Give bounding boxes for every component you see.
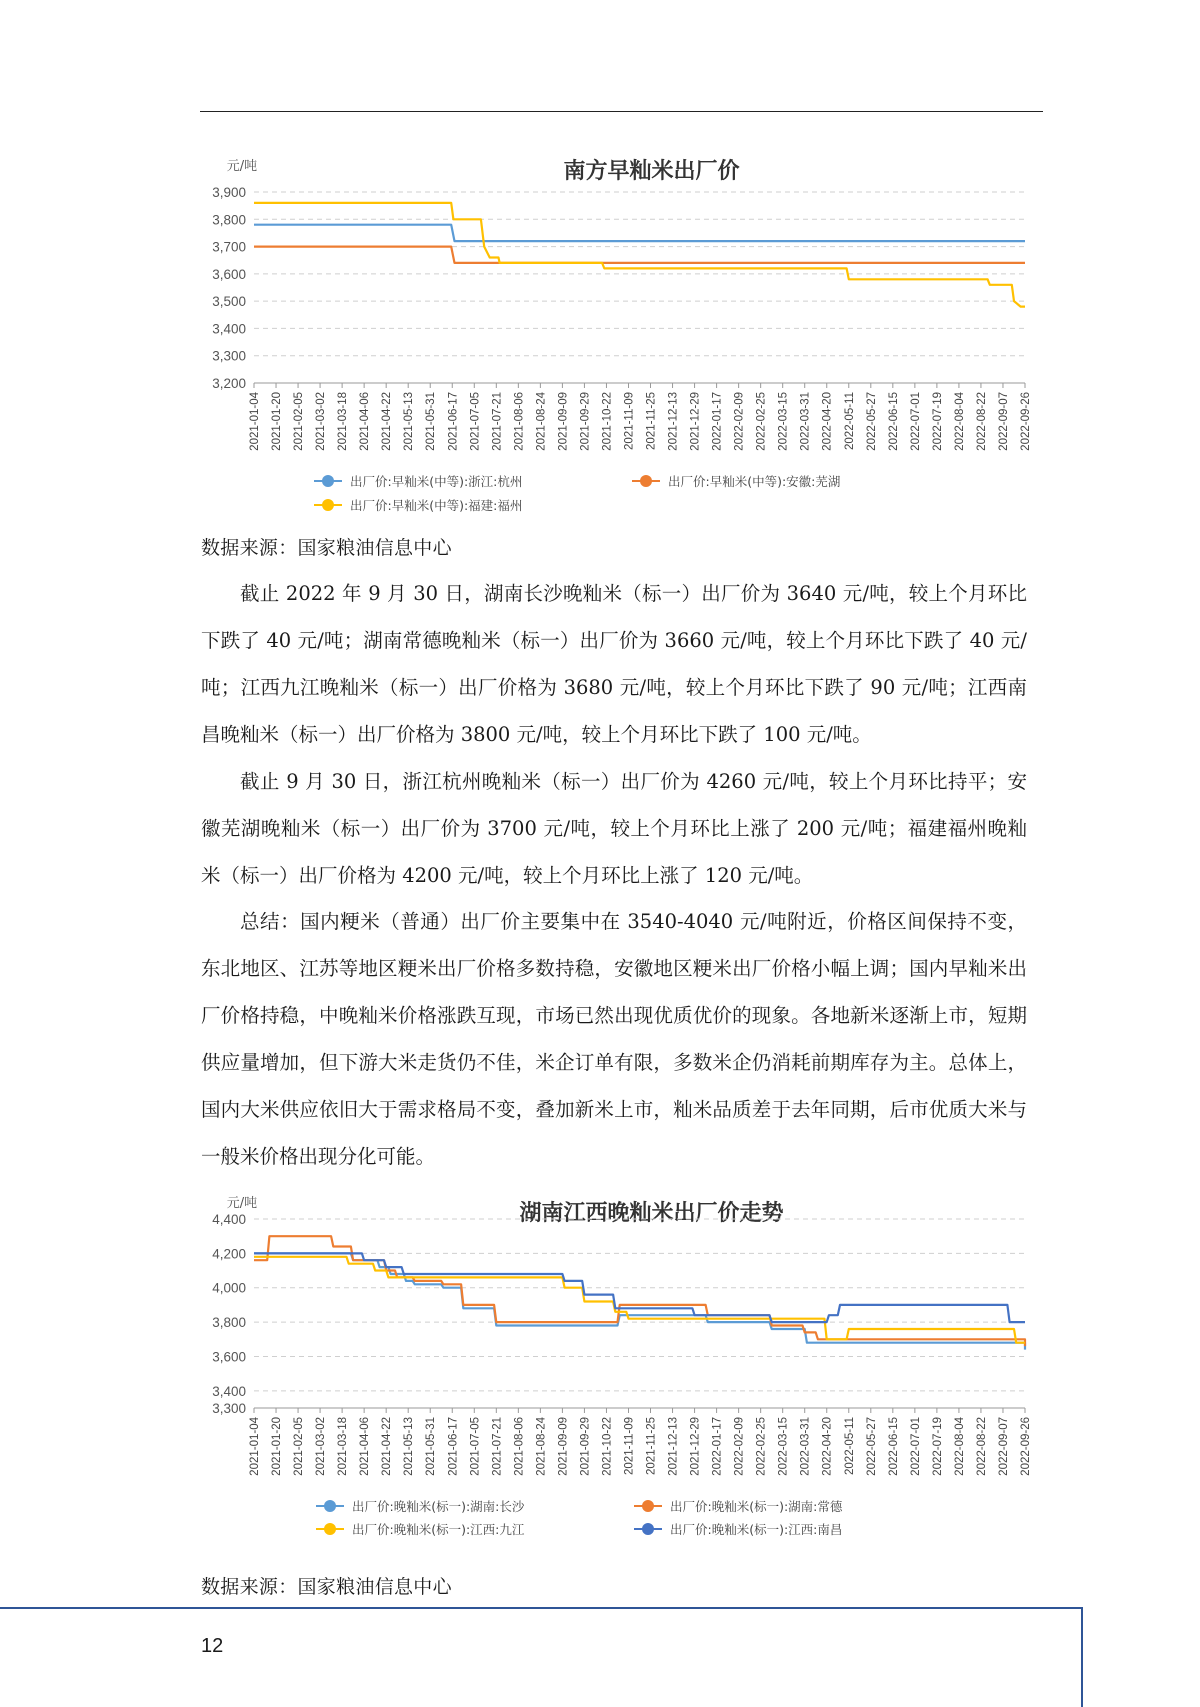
x-tick-label: 2021-08-24: [535, 392, 548, 451]
x-tick-label: 2021-09-29: [579, 1417, 592, 1476]
x-tick-label: 2022-07-01: [909, 392, 922, 451]
x-tick-label: 2021-12-13: [667, 392, 680, 451]
x-tick-label: 2021-01-20: [271, 1417, 284, 1476]
x-tick-label: 2021-12-13: [667, 1417, 680, 1476]
x-tick-label: 2022-02-09: [733, 1417, 746, 1476]
x-tick-label: 2022-03-15: [777, 1417, 790, 1476]
x-tick-label: 2021-01-20: [271, 392, 284, 451]
x-tick-label: 2022-06-15: [887, 392, 900, 451]
y-tick-label: 3,200: [212, 376, 246, 391]
x-tick-label: 2021-05-31: [425, 1417, 438, 1476]
x-tick-label: 2022-02-09: [733, 392, 746, 451]
y-tick-label: 4,000: [212, 1280, 246, 1296]
legend-label: 出厂价:早籼米(中等):浙江:杭州: [350, 474, 523, 489]
x-tick-label: 2021-02-05: [293, 1417, 306, 1476]
early-indica-rice-price-chart: [200, 148, 1050, 528]
x-tick-label: 2022-07-01: [909, 1417, 922, 1476]
x-tick-label: 2021-08-06: [513, 392, 526, 451]
x-tick-label: 2022-01-17: [711, 1417, 724, 1476]
x-tick-label: 2021-11-25: [645, 1417, 658, 1475]
chart-title: 湖南江西晚籼米出厂价走势: [519, 1201, 784, 1226]
x-tick-label: 2022-04-20: [821, 1417, 834, 1476]
x-tick-label: 2021-10-22: [601, 392, 614, 451]
x-tick-label: 2021-08-06: [513, 1417, 526, 1476]
legend-marker: [324, 1500, 336, 1512]
x-tick-label: 2022-03-31: [799, 1417, 812, 1476]
y-tick-label: 3,300: [212, 348, 246, 364]
x-tick-label: 2022-03-31: [799, 392, 812, 451]
x-tick-label: 2021-09-29: [579, 392, 592, 451]
y-tick-label: 3,300: [212, 1401, 246, 1416]
x-tick-label: 2022-05-11: [843, 392, 856, 450]
x-tick-label: 2021-11-25: [645, 392, 658, 450]
x-tick-label: 2021-04-06: [359, 392, 372, 451]
x-tick-label: 2022-03-15: [777, 392, 790, 451]
footer-frame: [0, 1607, 1083, 1707]
paragraph-late-indica-hunan-jiangxi: 截止 2022 年 9 月 30 日，湖南长沙晚籼米（标一）出厂价为 3640 元/吨，较上个月环比下跌了 40 元/吨；湖南常德晚籼米（标一）出厂价为 3660 元/吨，较上个月环比下跌了 40 元/吨；江西九江晚籼米（标一）出厂价格为 3680 元/吨，较上个月环比下跌了 90 元/吨；江西南昌晚籼米（标一）出厂价格为 3800 元/吨，较上个月环比下跌了 100 元/吨。: [201, 582, 1027, 746]
y-tick-label: 3,600: [212, 1349, 246, 1365]
legend-marker: [324, 1523, 336, 1535]
x-tick-label: 2021-01-04: [249, 1417, 261, 1476]
x-tick-label: 2021-04-06: [359, 1417, 372, 1476]
x-tick-label: 2022-08-04: [953, 392, 966, 451]
x-tick-label: 2021-08-24: [535, 1417, 548, 1476]
x-tick-label: 2022-09-26: [1020, 392, 1032, 451]
x-tick-label: 2022-02-25: [755, 392, 768, 451]
x-tick-label: 2021-10-22: [601, 1417, 614, 1476]
x-tick-label: 2022-09-07: [997, 1417, 1010, 1476]
x-tick-label: 2021-07-21: [491, 392, 504, 451]
header-rule: [200, 111, 1043, 112]
x-tick-label: 2022-08-22: [975, 1417, 988, 1476]
x-tick-label: 2021-06-17: [447, 1417, 460, 1476]
series-line: [254, 247, 1025, 263]
x-tick-label: 2021-05-13: [403, 1417, 416, 1476]
chart-title: 南方早籼米出厂价: [563, 159, 740, 184]
legend-label: 出厂价:早籼米(中等):福建:福州: [350, 498, 523, 513]
x-tick-label: 2022-09-26: [1020, 1417, 1032, 1476]
y-tick-label: 3,800: [212, 1315, 246, 1331]
x-tick-label: 2021-04-22: [381, 1417, 394, 1476]
y-tick-label: 3,900: [212, 185, 246, 200]
y-axis-unit-label: 元/吨: [226, 1196, 258, 1211]
x-tick-label: 2021-07-05: [469, 392, 482, 451]
x-tick-label: 2022-07-19: [931, 1417, 944, 1476]
series-line: [254, 1257, 1025, 1343]
series-line: [254, 203, 1025, 307]
y-tick-label: 3,400: [212, 321, 246, 337]
x-tick-label: 2021-09-09: [557, 1417, 570, 1476]
x-tick-label: 2021-05-31: [425, 392, 438, 451]
legend-label: 出厂价:晚籼米(标一):湖南:常德: [670, 1499, 843, 1514]
legend-marker: [322, 499, 334, 511]
x-tick-label: 2021-12-29: [689, 1417, 702, 1476]
paragraph-late-indica-zhejiang-anhui-fujian: 截止 9 月 30 日，浙江杭州晚籼米（标一）出厂价为 4260 元/吨，较上个月环比持平；安徽芜湖晚籼米（标一）出厂价为 3700 元/吨，较上个月环比上涨了 200 元/吨；福建福州晚籼米（标一）出厂价格为 4200 元/吨，较上个月环比上涨了 120 元/吨。: [201, 770, 1027, 887]
x-tick-label: 2021-11-09: [623, 1417, 636, 1475]
x-tick-label: 2022-08-04: [953, 1417, 966, 1476]
series-line: [254, 1253, 1025, 1349]
x-tick-label: 2021-09-09: [557, 392, 570, 451]
y-tick-label: 3,800: [212, 212, 246, 228]
x-tick-label: 2021-12-29: [689, 392, 702, 451]
x-tick-label: 2021-03-02: [315, 392, 328, 451]
legend-label: 出厂价:晚籼米(标一):江西:南昌: [670, 1522, 843, 1537]
y-tick-label: 3,700: [212, 239, 246, 255]
y-tick-label: 4,400: [212, 1212, 246, 1227]
y-tick-label: 3,400: [212, 1383, 246, 1399]
x-tick-label: 2022-05-27: [865, 1417, 878, 1476]
paragraph-summary: 总结：国内粳米（普通）出厂价主要集中在 3540-4040 元/吨附近，价格区间保持不变，东北地区、江苏等地区粳米出厂价格多数持稳，安徽地区粳米出厂价格小幅上调；国内早籼米出厂价格持稳，中晚籼米价格涨跌互现，市场已然出现优质优价的现象。各地新米逐渐上市，短期供应量增加，但下游大米走货仍不佳，米企订单有限，多数米企仍消耗前期库存为主。总体上，国内大米供应依旧大于需求格局不变，叠加新米上市，籼米品质差于去年同期，后市优质大米与一般米价格出现分化可能。: [201, 910, 1027, 1168]
x-tick-label: 2022-05-27: [865, 392, 878, 451]
y-tick-label: 3,500: [212, 294, 246, 310]
x-tick-label: 2022-08-22: [975, 392, 988, 451]
x-tick-label: 2021-06-17: [447, 392, 460, 451]
x-tick-label: 2021-11-09: [623, 392, 636, 450]
x-tick-label: 2022-06-15: [887, 1417, 900, 1476]
x-tick-label: 2021-03-18: [337, 392, 350, 451]
legend-marker: [642, 1523, 654, 1535]
x-tick-label: 2022-04-20: [821, 392, 834, 451]
x-tick-label: 2021-05-13: [403, 392, 416, 451]
x-tick-label: 2021-04-22: [381, 392, 394, 451]
x-tick-label: 2022-05-11: [843, 1417, 856, 1475]
legend-label: 出厂价:早籼米(中等):安徽:芜湖: [668, 474, 841, 489]
x-tick-label: 2022-09-07: [997, 392, 1010, 451]
y-tick-label: 4,200: [212, 1246, 246, 1262]
data-source-note: 数据来源：国家粮油信息中心: [201, 1576, 452, 1598]
data-source-note: 数据来源：国家粮油信息中心: [201, 537, 452, 559]
x-tick-label: 2021-01-04: [249, 392, 261, 451]
x-tick-label: 2022-07-19: [931, 392, 944, 451]
legend-marker: [322, 475, 334, 487]
late-indica-rice-trend-chart: [200, 1188, 1050, 1558]
legend-marker: [642, 1500, 654, 1512]
x-tick-label: 2021-07-21: [491, 1417, 504, 1476]
x-tick-label: 2022-01-17: [711, 392, 724, 451]
series-line: [254, 225, 1025, 241]
page-number: 12: [201, 1635, 224, 1657]
y-tick-label: 3,600: [212, 266, 246, 282]
x-tick-label: 2022-02-25: [755, 1417, 768, 1476]
legend-label: 出厂价:晚籼米(标一):江西:九江: [352, 1522, 525, 1537]
x-tick-label: 2021-03-02: [315, 1417, 328, 1476]
x-tick-label: 2021-03-18: [337, 1417, 350, 1476]
x-tick-label: 2021-02-05: [293, 392, 306, 451]
y-axis-unit-label: 元/吨: [226, 159, 258, 174]
x-tick-label: 2021-07-05: [469, 1417, 482, 1476]
legend-label: 出厂价:晚籼米(标一):湖南:长沙: [352, 1499, 525, 1514]
legend-marker: [640, 475, 652, 487]
